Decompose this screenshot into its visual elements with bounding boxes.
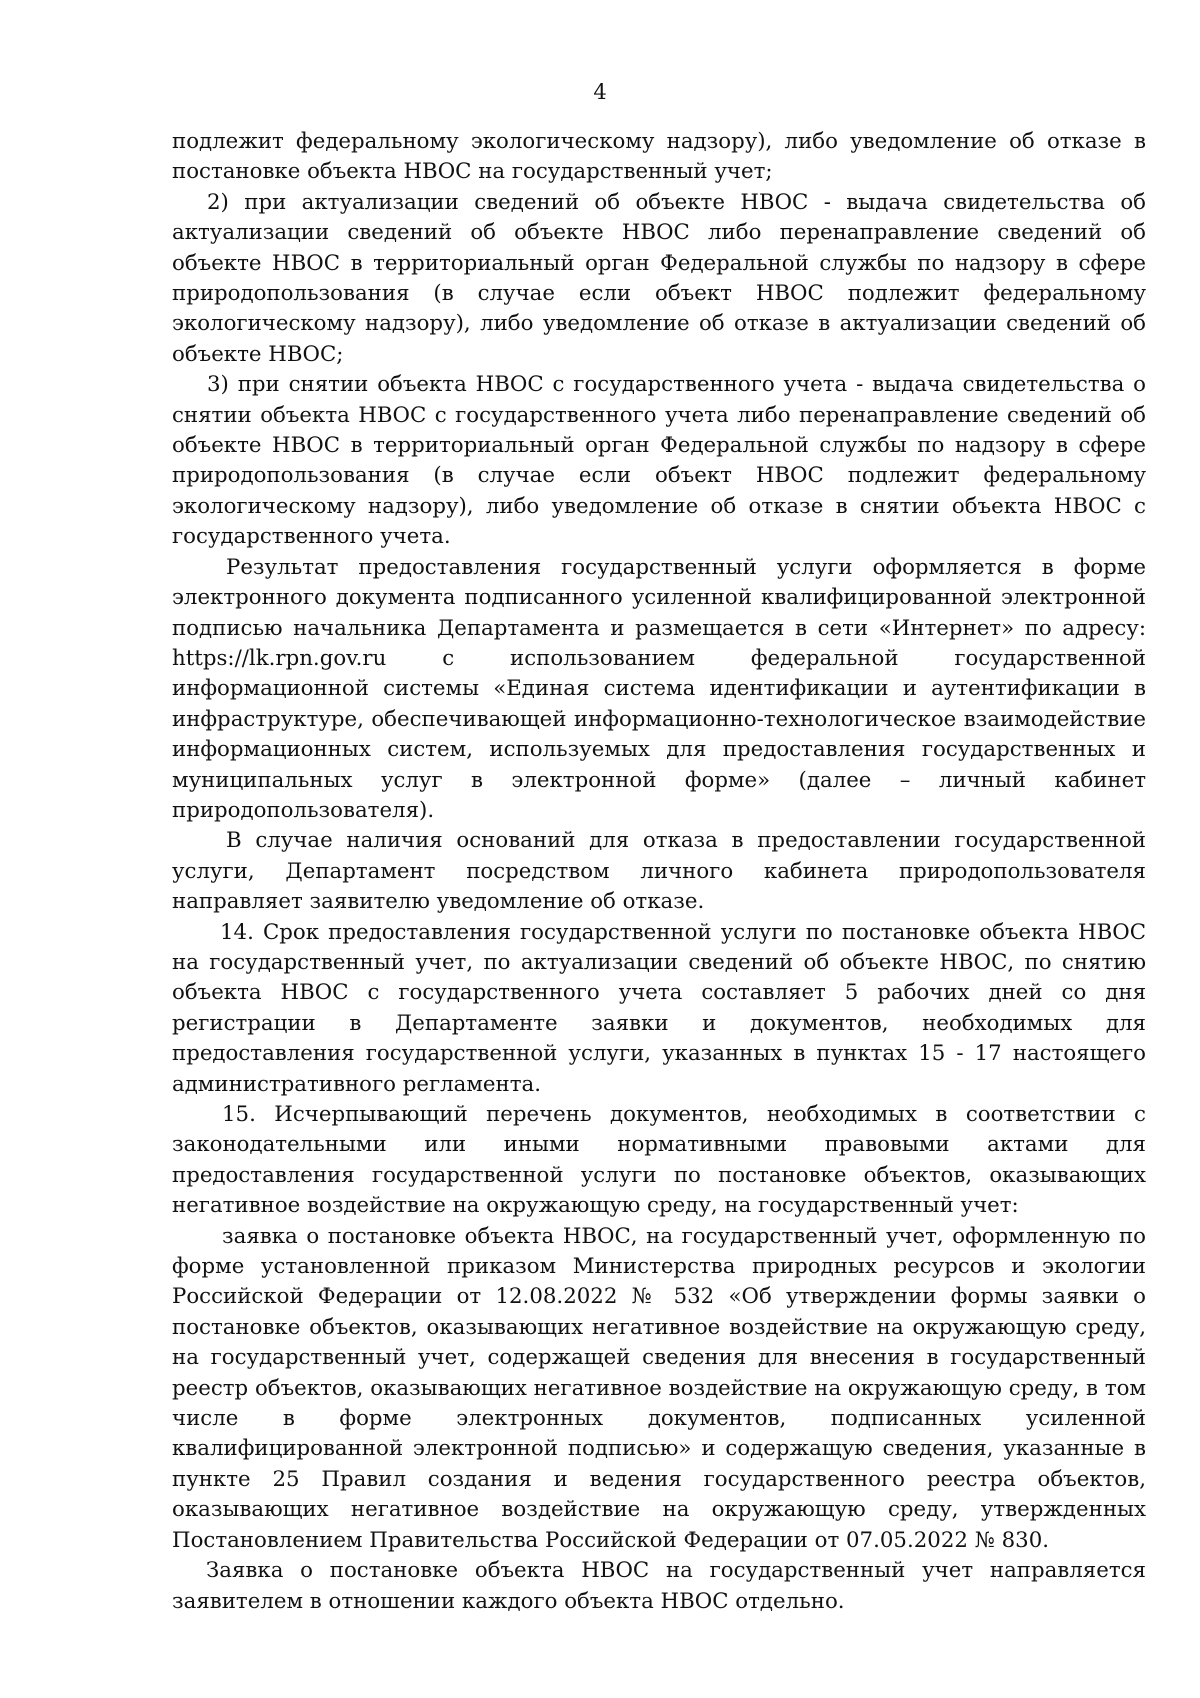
page-number: 4 [593, 80, 607, 104]
paragraph-item-2: 2) при актуализации сведений об объекте НВОС - выдача свидетельства об актуализации сведений об объекте НВОС либо перенаправление сведений об объекте НВОС в территориальный орган Федеральной службы по надзору в сфере природопользования (в случае если объект НВОС подлежит федеральному экологическому надзору), либо уведомление об отказе в актуализации сведений об объекте НВОС; [172, 189, 1146, 367]
paragraph-item-3: 3) при снятии объекта НВОС с государственного учета - выдача свидетельства о снятии объекта НВОС с государственного учета либо перенаправление сведений об объекте НВОС в территориальный орган Федеральной службы по надзору в сфере природопользования (в случае если объект НВОС подлежит федеральному экологическому надзору), либо уведомление об отказе в снятии объекта НВОС с государственного учета. [172, 372, 1146, 550]
paragraph-clause-15: 15. Исчерпывающий перечень документов, необходимых в соответствии с законодательными или иными нормативными правовыми актами для предоставления государственной услуги по постановке объектов, оказывающих негативное воздействие на окружающую среду, на государственный учет: [172, 1102, 1146, 1219]
document-body [172, 127, 1146, 1617]
paragraph-continuation: подлежит федеральному экологическому надзору), либо уведомление об отказе в постановке объекта НВОС на государственный учет; [172, 129, 1146, 185]
paragraph-clause-14: 14. Срок предоставления государственной услуги по постановке объекта НВОС на государственный учет, по актуализации сведений об объекте НВОС, по снятию объекта НВОС с государственного учета составляет 5 рабочих дней со дня регистрации в Департаменте заявки и документов, необходимых для предоставления государственной услуги, указанных в пунктах 15 - 17 настоящего административного регламента. [172, 919, 1146, 1097]
paragraph-result: Результат предоставления государственный услуги оформляется в форме электронного документа подписанного усиленной квалифицированной электронной подписью начальника Департамента и размещается в сети «Интернет» по адресу: https://lk.rpn.gov.ru с использованием федеральной государственной информационной системы «Единая система идентификации и аутентификации в инфраструктуре, обеспечивающей информационно-технологическое взаимодействие информационных систем, используемых для предоставления государственных и муниципальных услуг в электронной форме» (далее – личный кабинет природопользователя). [172, 554, 1146, 823]
paragraph-application: заявка о постановке объекта НВОС, на государственный учет, оформленную по форме установленной приказом Министерства природных ресурсов и экологии Российской Федерации от 12.08.2022 № 532 «Об утверждении формы заявки о постановке объектов, оказывающих негативное воздействие на окружающую среду, на государственный учет, содержащей сведения для внесения в государственный реестр объектов, оказывающих негативное воздействие на окружающую среду, в том числе в форме электронных документов, подписанных усиленной квалифицированной электронной подписью» и содержащую сведения, указанные в пункте 25 Правил создания и ведения государственного реестра объектов, оказывающих негативное воздействие на окружающую среду, утвержденных Постановлением Правительства Российской Федерации от 07.05.2022 № 830. [172, 1223, 1146, 1553]
paragraph-refusal: В случае наличия оснований для отказа в предоставлении государственной услуги, Департамент посредством личного кабинета природопользователя направляет заявителю уведомление об отказе. [172, 828, 1146, 915]
paragraph-application-note: Заявка о постановке объекта НВОС на государственный учет направляется заявителем в отношении каждого объекта НВОС отдельно. [172, 1558, 1146, 1614]
